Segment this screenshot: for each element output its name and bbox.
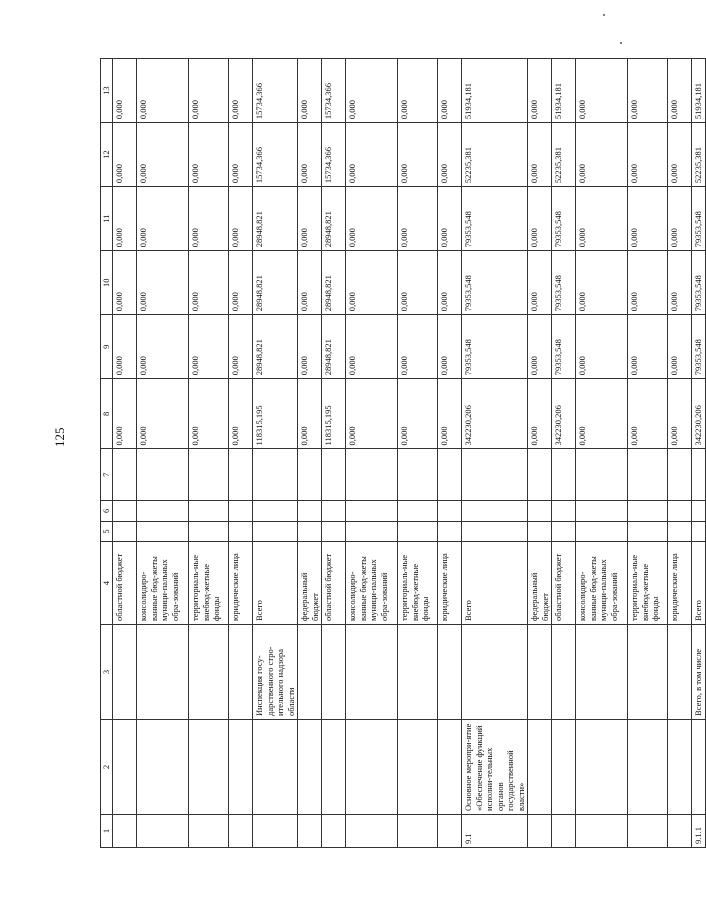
activity-name-cell <box>692 719 706 814</box>
table-row <box>398 59 438 848</box>
empty-cell <box>253 449 298 501</box>
row-number-cell <box>137 814 189 847</box>
empty-cell <box>189 521 229 542</box>
value-cell: 0,000 <box>113 251 137 315</box>
empty-cell <box>229 501 253 522</box>
value-cell: 0,000 <box>528 315 552 379</box>
value-cell: 79353,548 <box>462 315 528 379</box>
table-row <box>346 59 398 848</box>
value-cell: 342230,206 <box>552 379 576 449</box>
value-cell: 0,000 <box>113 59 137 123</box>
empty-cell <box>552 501 576 522</box>
value-cell: 0,000 <box>668 251 692 315</box>
value-cell: 0,000 <box>398 379 438 449</box>
value-cell: 51934,181 <box>552 59 576 123</box>
value-cell: 0,000 <box>528 251 552 315</box>
value-cell: 0,000 <box>438 123 462 187</box>
empty-cell <box>438 501 462 522</box>
executor-cell <box>298 624 322 719</box>
value-cell: 0,000 <box>528 379 552 449</box>
value-cell: 79353,548 <box>692 315 706 379</box>
value-cell: 0,000 <box>668 59 692 123</box>
activity-name-cell <box>398 719 438 814</box>
value-cell: 28948,821 <box>322 315 346 379</box>
funding-source-cell: областной бюджет <box>322 542 346 625</box>
empty-cell <box>438 521 462 542</box>
value-cell: 52235,381 <box>692 123 706 187</box>
executor-cell <box>137 624 189 719</box>
activity-name-cell <box>137 719 189 814</box>
funding-source-cell: консолидиро-ванные бюд-жеты муници-пальных обра-зований <box>137 542 189 625</box>
table-row <box>552 59 576 848</box>
value-cell: 0,000 <box>398 59 438 123</box>
value-cell: 0,000 <box>576 59 628 123</box>
funding-source-cell: областной бюджет <box>552 542 576 625</box>
empty-cell <box>189 449 229 501</box>
funding-source-cell: Всего <box>692 542 706 625</box>
row-number-cell <box>552 814 576 847</box>
empty-cell <box>576 521 628 542</box>
funding-source-cell: территориаль-ные внебюд-жетные фонды <box>189 542 229 625</box>
activity-name-cell <box>322 719 346 814</box>
funding-source-cell: территориаль-ные внебюд-жетные фонды <box>398 542 438 625</box>
row-number-cell <box>668 814 692 847</box>
rotated-table-container <box>100 58 703 848</box>
value-cell: 0,000 <box>628 379 668 449</box>
header-cell: 6 <box>101 501 113 522</box>
value-cell: 0,000 <box>576 315 628 379</box>
value-cell: 0,000 <box>668 315 692 379</box>
value-cell: 0,000 <box>346 187 398 251</box>
empty-cell <box>668 449 692 501</box>
empty-cell <box>398 501 438 522</box>
value-cell: 0,000 <box>189 379 229 449</box>
value-cell: 28948,821 <box>253 315 298 379</box>
value-cell: 0,000 <box>298 379 322 449</box>
empty-cell <box>253 501 298 522</box>
value-cell: 0,000 <box>137 379 189 449</box>
header-cell: 8 <box>101 379 113 449</box>
value-cell: 0,000 <box>346 315 398 379</box>
empty-cell <box>438 449 462 501</box>
empty-cell <box>628 449 668 501</box>
table-row <box>528 59 552 848</box>
empty-cell <box>298 449 322 501</box>
value-cell: 0,000 <box>398 187 438 251</box>
table-row <box>253 59 298 848</box>
value-cell: 0,000 <box>229 59 253 123</box>
empty-cell <box>322 449 346 501</box>
value-cell: 79353,548 <box>552 187 576 251</box>
empty-cell <box>113 501 137 522</box>
value-cell: 51934,181 <box>462 59 528 123</box>
row-number-cell <box>628 814 668 847</box>
funding-source-cell: консолидиро-ванные бюд-жеты муници-пальных обра-зований <box>576 542 628 625</box>
value-cell: 0,000 <box>189 251 229 315</box>
empty-cell <box>298 521 322 542</box>
row-number-cell: 9.1.1 <box>692 814 706 847</box>
activity-name-cell <box>528 719 552 814</box>
value-cell: 0,000 <box>137 251 189 315</box>
header-cell: 5 <box>101 521 113 542</box>
value-cell: 0,000 <box>189 59 229 123</box>
value-cell: 0,000 <box>576 123 628 187</box>
value-cell: 0,000 <box>398 315 438 379</box>
value-cell: 28948,821 <box>322 251 346 315</box>
value-cell: 0,000 <box>576 251 628 315</box>
value-cell: 79353,548 <box>552 315 576 379</box>
value-cell: 0,000 <box>229 315 253 379</box>
executor-cell: Всего, в том числе <box>692 624 706 719</box>
value-cell: 0,000 <box>189 315 229 379</box>
executor-cell <box>668 624 692 719</box>
executor-cell <box>528 624 552 719</box>
value-cell: 0,000 <box>668 187 692 251</box>
value-cell: 0,000 <box>528 123 552 187</box>
activity-name-cell <box>628 719 668 814</box>
budget-table <box>100 58 706 848</box>
activity-name-cell <box>298 719 322 814</box>
value-cell: 79353,548 <box>552 251 576 315</box>
funding-source-cell: консолидиро-ванные бюд-жеты муници-пальных обра-зований <box>346 542 398 625</box>
value-cell: 0,000 <box>298 315 322 379</box>
empty-cell <box>322 521 346 542</box>
executor-cell <box>576 624 628 719</box>
table-row <box>438 59 462 848</box>
empty-cell <box>229 521 253 542</box>
value-cell: 0,000 <box>346 123 398 187</box>
value-cell: 0,000 <box>576 187 628 251</box>
empty-cell <box>229 449 253 501</box>
table-row <box>113 59 137 848</box>
table-row <box>229 59 253 848</box>
value-cell: 0,000 <box>298 123 322 187</box>
value-cell: 0,000 <box>346 59 398 123</box>
empty-cell <box>113 521 137 542</box>
value-cell: 28948,821 <box>253 251 298 315</box>
activity-name-cell <box>189 719 229 814</box>
empty-cell <box>398 449 438 501</box>
value-cell: 0,000 <box>438 59 462 123</box>
row-number-cell <box>229 814 253 847</box>
row-number-cell: 9.1 <box>462 814 528 847</box>
value-cell: 79353,548 <box>692 251 706 315</box>
executor-cell <box>189 624 229 719</box>
value-cell: 0,000 <box>137 59 189 123</box>
value-cell: 79353,548 <box>462 251 528 315</box>
empty-cell <box>398 521 438 542</box>
executor-cell <box>552 624 576 719</box>
empty-cell <box>552 449 576 501</box>
empty-cell <box>346 501 398 522</box>
table-row <box>668 59 692 848</box>
row-number-cell <box>298 814 322 847</box>
funding-source-cell: Всего <box>253 542 298 625</box>
value-cell: 0,000 <box>628 187 668 251</box>
value-cell: 0,000 <box>137 315 189 379</box>
row-number-cell <box>322 814 346 847</box>
value-cell: 52235,381 <box>552 123 576 187</box>
value-cell: 51934,181 <box>692 59 706 123</box>
value-cell: 342230,206 <box>692 379 706 449</box>
value-cell: 0,000 <box>229 251 253 315</box>
value-cell: 0,000 <box>628 251 668 315</box>
funding-source-cell: областной бюджет <box>113 542 137 625</box>
funding-source-cell: территориаль-ные внебюд-жетные фонды <box>628 542 668 625</box>
empty-cell <box>462 449 528 501</box>
row-number-cell <box>113 814 137 847</box>
activity-name-cell <box>668 719 692 814</box>
table-row <box>137 59 189 848</box>
row-number-cell <box>398 814 438 847</box>
empty-cell <box>576 501 628 522</box>
header-cell: 7 <box>101 449 113 501</box>
funding-source-cell: федеральный бюджет <box>528 542 552 625</box>
executor-cell <box>113 624 137 719</box>
row-number-cell <box>438 814 462 847</box>
activity-name-cell <box>552 719 576 814</box>
empty-cell <box>462 521 528 542</box>
value-cell: 0,000 <box>628 315 668 379</box>
executor-cell <box>346 624 398 719</box>
empty-cell <box>692 501 706 522</box>
empty-cell <box>668 521 692 542</box>
value-cell: 0,000 <box>628 123 668 187</box>
activity-name-cell <box>253 719 298 814</box>
header-cell: 1 <box>101 814 113 847</box>
empty-cell <box>668 501 692 522</box>
empty-cell <box>298 501 322 522</box>
empty-cell <box>253 521 298 542</box>
value-cell: 0,000 <box>113 315 137 379</box>
value-cell: 0,000 <box>438 315 462 379</box>
activity-name-cell <box>113 719 137 814</box>
value-cell: 0,000 <box>189 187 229 251</box>
empty-cell <box>346 521 398 542</box>
scan-speck <box>620 42 622 44</box>
empty-cell <box>628 501 668 522</box>
row-number-cell <box>576 814 628 847</box>
value-cell: 0,000 <box>113 123 137 187</box>
table-row <box>576 59 628 848</box>
value-cell: 0,000 <box>298 251 322 315</box>
table-row <box>628 59 668 848</box>
funding-source-cell: федеральный бюджет <box>298 542 322 625</box>
empty-cell <box>576 449 628 501</box>
empty-cell <box>528 521 552 542</box>
value-cell: 0,000 <box>628 59 668 123</box>
table-row <box>692 59 706 848</box>
funding-source-cell: юридические лица <box>668 542 692 625</box>
scan-speck <box>603 14 605 16</box>
empty-cell <box>137 521 189 542</box>
activity-name-cell <box>576 719 628 814</box>
table-row <box>462 59 528 848</box>
value-cell: 0,000 <box>298 59 322 123</box>
table-row <box>322 59 346 848</box>
value-cell: 0,000 <box>137 187 189 251</box>
header-cell: 2 <box>101 719 113 814</box>
empty-cell <box>528 449 552 501</box>
activity-name-cell <box>346 719 398 814</box>
header-row <box>101 59 113 848</box>
funding-source-cell: юридические лица <box>229 542 253 625</box>
value-cell: 79353,548 <box>462 187 528 251</box>
value-cell: 0,000 <box>668 123 692 187</box>
row-number-cell <box>189 814 229 847</box>
table-row <box>189 59 229 848</box>
value-cell: 0,000 <box>346 251 398 315</box>
header-cell: 12 <box>101 123 113 187</box>
executor-cell <box>322 624 346 719</box>
value-cell: 79353,548 <box>692 187 706 251</box>
row-number-cell <box>528 814 552 847</box>
empty-cell <box>692 449 706 501</box>
header-cell: 4 <box>101 542 113 625</box>
value-cell: 0,000 <box>113 379 137 449</box>
value-cell: 118315,195 <box>322 379 346 449</box>
value-cell: 0,000 <box>137 123 189 187</box>
funding-source-cell: юридические лица <box>438 542 462 625</box>
executor-cell <box>462 624 528 719</box>
value-cell: 0,000 <box>576 379 628 449</box>
row-number-cell <box>253 814 298 847</box>
empty-cell <box>137 501 189 522</box>
header-cell: 9 <box>101 315 113 379</box>
value-cell: 0,000 <box>346 379 398 449</box>
activity-name-cell: Основное меропри-ятие «Обеспечение функций исполни-тельных органов государственной власти» <box>462 719 528 814</box>
value-cell: 0,000 <box>189 123 229 187</box>
value-cell: 0,000 <box>298 187 322 251</box>
value-cell: 0,000 <box>229 187 253 251</box>
value-cell: 0,000 <box>438 379 462 449</box>
value-cell: 15734,366 <box>253 123 298 187</box>
value-cell: 28948,821 <box>253 187 298 251</box>
value-cell: 0,000 <box>668 379 692 449</box>
empty-cell <box>322 501 346 522</box>
value-cell: 0,000 <box>438 187 462 251</box>
row-number-cell <box>346 814 398 847</box>
activity-name-cell <box>438 719 462 814</box>
value-cell: 0,000 <box>528 59 552 123</box>
executor-cell <box>229 624 253 719</box>
page-number: 125 <box>52 427 67 447</box>
value-cell: 0,000 <box>438 251 462 315</box>
empty-cell <box>113 449 137 501</box>
value-cell: 28948,821 <box>322 187 346 251</box>
header-cell: 10 <box>101 251 113 315</box>
value-cell: 15734,366 <box>253 59 298 123</box>
value-cell: 52235,381 <box>462 123 528 187</box>
table-row <box>298 59 322 848</box>
value-cell: 0,000 <box>229 123 253 187</box>
activity-name-cell <box>229 719 253 814</box>
empty-cell <box>692 521 706 542</box>
value-cell: 0,000 <box>398 123 438 187</box>
empty-cell <box>552 521 576 542</box>
funding-source-cell: Всего <box>462 542 528 625</box>
value-cell: 118315,195 <box>253 379 298 449</box>
executor-cell: Инспекция госу-дарственного стро-ительного надзора области <box>253 624 298 719</box>
empty-cell <box>137 449 189 501</box>
value-cell: 342230,206 <box>462 379 528 449</box>
executor-cell <box>398 624 438 719</box>
header-cell: 11 <box>101 187 113 251</box>
value-cell: 15734,366 <box>322 123 346 187</box>
executor-cell <box>438 624 462 719</box>
value-cell: 0,000 <box>113 187 137 251</box>
header-cell: 13 <box>101 59 113 123</box>
value-cell: 0,000 <box>229 379 253 449</box>
value-cell: 0,000 <box>398 251 438 315</box>
empty-cell <box>462 501 528 522</box>
value-cell: 0,000 <box>528 187 552 251</box>
header-cell: 3 <box>101 624 113 719</box>
empty-cell <box>628 521 668 542</box>
empty-cell <box>189 501 229 522</box>
empty-cell <box>528 501 552 522</box>
empty-cell <box>346 449 398 501</box>
executor-cell <box>628 624 668 719</box>
value-cell: 15734,366 <box>322 59 346 123</box>
